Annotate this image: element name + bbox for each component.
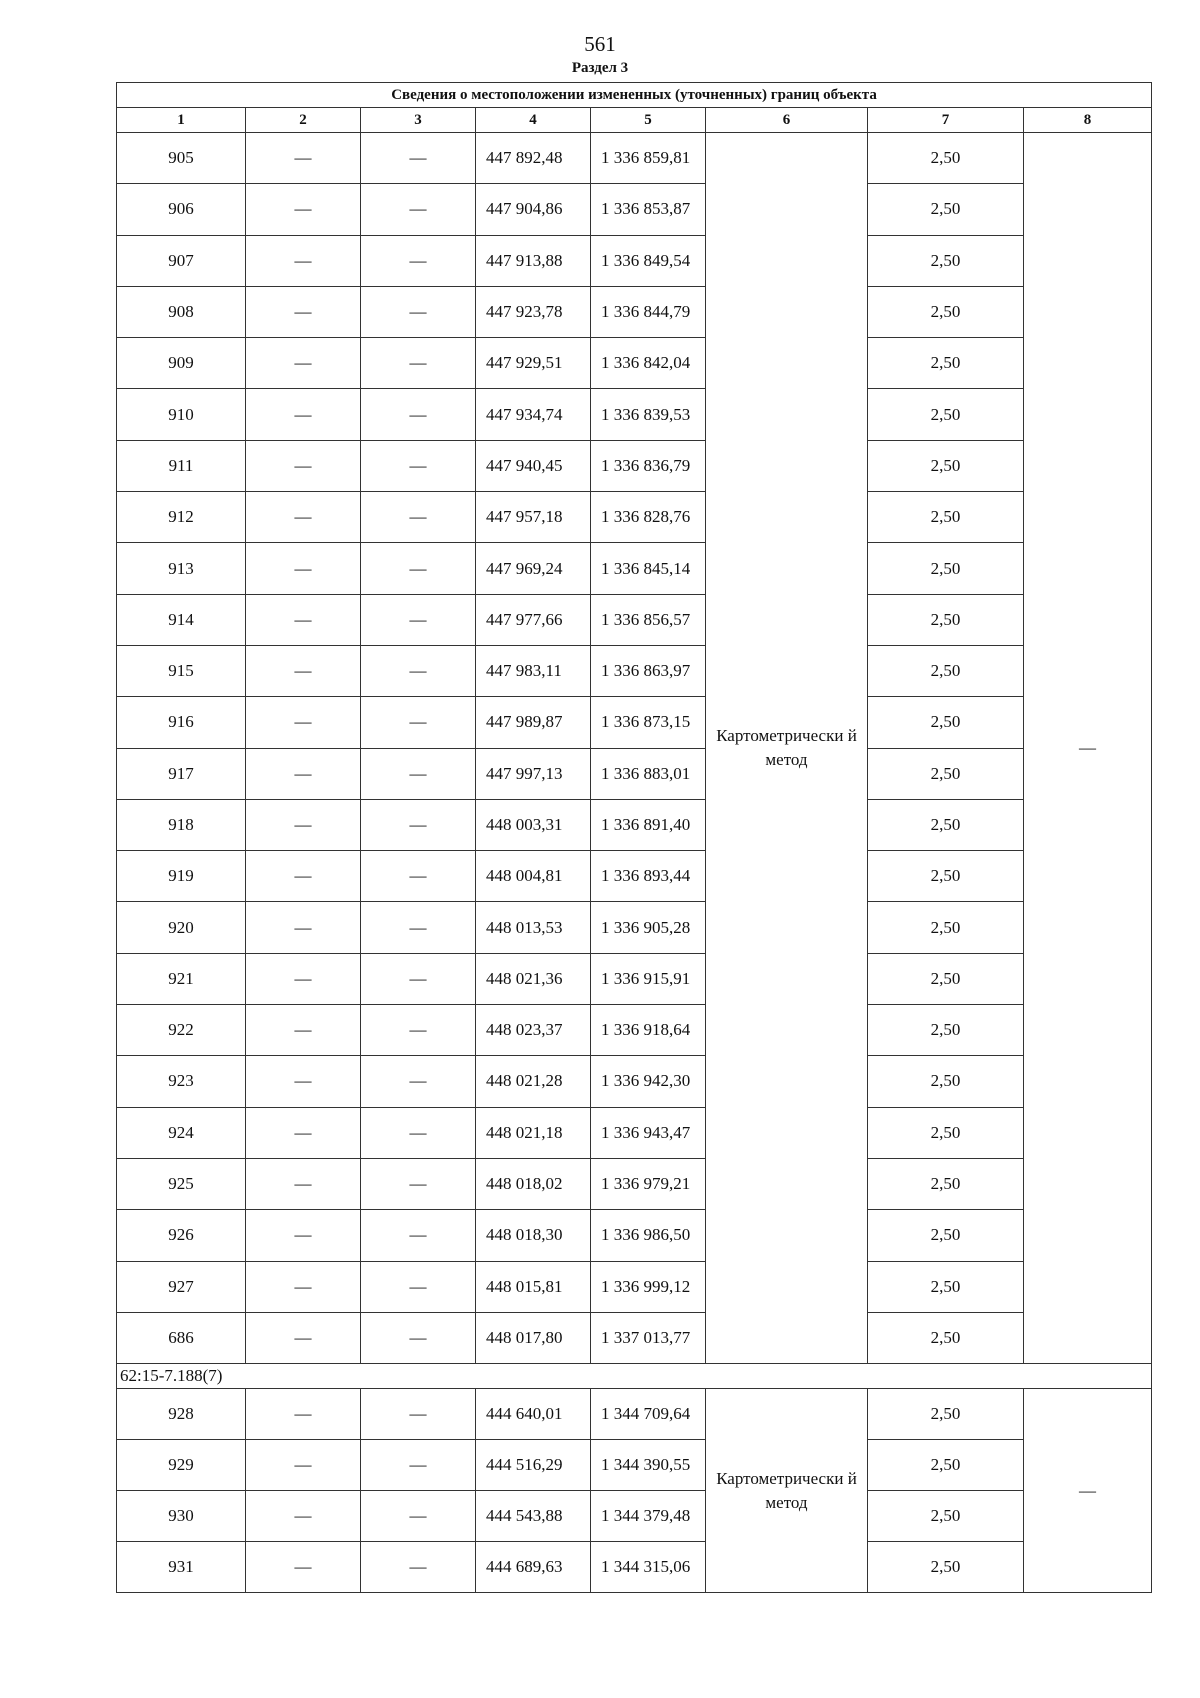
col2-value: — xyxy=(246,1261,361,1312)
col2-value: — xyxy=(246,851,361,902)
x-coordinate: 447 969,24 xyxy=(476,543,591,594)
precision-value: 2,50 xyxy=(868,338,1024,389)
col2-value: — xyxy=(246,1056,361,1107)
col3-value: — xyxy=(361,286,476,337)
col2-value: — xyxy=(246,1389,361,1440)
col8-value: — xyxy=(1024,1389,1152,1593)
section-title: Раздел 3 xyxy=(571,60,629,76)
point-id: 909 xyxy=(117,338,246,389)
precision-value: 2,50 xyxy=(868,1107,1024,1158)
x-coordinate: 447 904,86 xyxy=(476,184,591,235)
y-coordinate: 1 336 883,01 xyxy=(591,748,706,799)
y-coordinate: 1 336 942,30 xyxy=(591,1056,706,1107)
x-coordinate: 448 015,81 xyxy=(476,1261,591,1312)
table-row xyxy=(117,1389,1152,1440)
y-coordinate: 1 344 709,64 xyxy=(591,1389,706,1440)
col2-value: — xyxy=(246,1440,361,1491)
column-number: 7 xyxy=(868,108,1024,133)
column-number: 5 xyxy=(591,108,706,133)
column-numbers-row xyxy=(117,108,1152,133)
x-coordinate: 448 003,31 xyxy=(476,799,591,850)
table-row xyxy=(117,235,1152,286)
precision-value: 2,50 xyxy=(868,1056,1024,1107)
point-id: 907 xyxy=(117,235,246,286)
x-coordinate: 447 913,88 xyxy=(476,235,591,286)
column-number: 4 xyxy=(476,108,591,133)
subheader-row xyxy=(117,1364,1152,1389)
col3-value: — xyxy=(361,133,476,184)
precision-value: 2,50 xyxy=(868,1158,1024,1209)
col2-value: — xyxy=(246,697,361,748)
point-id: 931 xyxy=(117,1542,246,1593)
y-coordinate: 1 336 845,14 xyxy=(591,543,706,594)
col3-value: — xyxy=(361,1261,476,1312)
x-coordinate: 447 923,78 xyxy=(476,286,591,337)
table-row xyxy=(117,902,1152,953)
col3-value: — xyxy=(361,645,476,696)
y-coordinate: 1 336 943,47 xyxy=(591,1107,706,1158)
method-cell: Картометрически й метод xyxy=(706,133,868,1364)
x-coordinate: 444 640,01 xyxy=(476,1389,591,1440)
x-coordinate: 448 018,30 xyxy=(476,1210,591,1261)
y-coordinate: 1 336 842,04 xyxy=(591,338,706,389)
col2-value: — xyxy=(246,1491,361,1542)
y-coordinate: 1 336 999,12 xyxy=(591,1261,706,1312)
col2-value: — xyxy=(246,235,361,286)
x-coordinate: 448 018,02 xyxy=(476,1158,591,1209)
table-row xyxy=(117,389,1152,440)
table-row xyxy=(117,697,1152,748)
col2-value: — xyxy=(246,1005,361,1056)
precision-value: 2,50 xyxy=(868,1389,1024,1440)
col3-value: — xyxy=(361,1056,476,1107)
col2-value: — xyxy=(246,645,361,696)
precision-value: 2,50 xyxy=(868,286,1024,337)
y-coordinate: 1 336 839,53 xyxy=(591,389,706,440)
col3-value: — xyxy=(361,440,476,491)
col3-value: — xyxy=(361,1107,476,1158)
point-id: 908 xyxy=(117,286,246,337)
col2-value: — xyxy=(246,492,361,543)
x-coordinate: 444 543,88 xyxy=(476,1491,591,1542)
table-row xyxy=(117,1158,1152,1209)
x-coordinate: 447 989,87 xyxy=(476,697,591,748)
y-coordinate: 1 336 844,79 xyxy=(591,286,706,337)
col2-value: — xyxy=(246,1107,361,1158)
y-coordinate: 1 336 915,91 xyxy=(591,953,706,1004)
y-coordinate: 1 336 986,50 xyxy=(591,1210,706,1261)
col2-value: — xyxy=(246,286,361,337)
column-number: 3 xyxy=(361,108,476,133)
x-coordinate: 448 004,81 xyxy=(476,851,591,902)
col2-value: — xyxy=(246,1210,361,1261)
x-coordinate: 447 940,45 xyxy=(476,440,591,491)
table-row xyxy=(117,1542,1152,1593)
point-id: 930 xyxy=(117,1491,246,1542)
y-coordinate: 1 336 891,40 xyxy=(591,799,706,850)
point-id: 912 xyxy=(117,492,246,543)
col2-value: — xyxy=(246,1542,361,1593)
point-id: 917 xyxy=(117,748,246,799)
precision-value: 2,50 xyxy=(868,748,1024,799)
point-id: 921 xyxy=(117,953,246,1004)
x-coordinate: 447 934,74 xyxy=(476,389,591,440)
table-row xyxy=(117,1005,1152,1056)
y-coordinate: 1 336 873,15 xyxy=(591,697,706,748)
column-number: 8 xyxy=(1024,108,1152,133)
col3-value: — xyxy=(361,1312,476,1363)
point-id: 928 xyxy=(117,1389,246,1440)
y-coordinate: 1 336 979,21 xyxy=(591,1158,706,1209)
point-id: 910 xyxy=(117,389,246,440)
y-coordinate: 1 336 859,81 xyxy=(591,133,706,184)
col2-value: — xyxy=(246,594,361,645)
point-id: 927 xyxy=(117,1261,246,1312)
table-row xyxy=(117,594,1152,645)
col2-value: — xyxy=(246,184,361,235)
x-coordinate: 444 689,63 xyxy=(476,1542,591,1593)
y-coordinate: 1 336 893,44 xyxy=(591,851,706,902)
column-number: 2 xyxy=(246,108,361,133)
col2-value: — xyxy=(246,748,361,799)
x-coordinate: 448 017,80 xyxy=(476,1312,591,1363)
col3-value: — xyxy=(361,1542,476,1593)
col2-value: — xyxy=(246,799,361,850)
col3-value: — xyxy=(361,697,476,748)
col3-value: — xyxy=(361,594,476,645)
table-row xyxy=(117,543,1152,594)
precision-value: 2,50 xyxy=(868,697,1024,748)
precision-value: 2,50 xyxy=(868,594,1024,645)
precision-value: 2,50 xyxy=(868,492,1024,543)
table-row xyxy=(117,1440,1152,1491)
col3-value: — xyxy=(361,799,476,850)
table-row xyxy=(117,953,1152,1004)
point-id: 926 xyxy=(117,1210,246,1261)
table-row xyxy=(117,1312,1152,1363)
table-row xyxy=(117,184,1152,235)
precision-value: 2,50 xyxy=(868,799,1024,850)
col3-value: — xyxy=(361,1389,476,1440)
table-row xyxy=(117,1210,1152,1261)
col3-value: — xyxy=(361,389,476,440)
table-row xyxy=(117,748,1152,799)
col2-value: — xyxy=(246,543,361,594)
table-caption: Сведения о местоположении измененных (уточненных) границ объекта xyxy=(117,83,1152,108)
col3-value: — xyxy=(361,1005,476,1056)
precision-value: 2,50 xyxy=(868,1261,1024,1312)
precision-value: 2,50 xyxy=(868,184,1024,235)
x-coordinate: 448 013,53 xyxy=(476,902,591,953)
point-id: 922 xyxy=(117,1005,246,1056)
precision-value: 2,50 xyxy=(868,235,1024,286)
col3-value: — xyxy=(361,953,476,1004)
x-coordinate: 447 997,13 xyxy=(476,748,591,799)
y-coordinate: 1 336 863,97 xyxy=(591,645,706,696)
x-coordinate: 448 021,28 xyxy=(476,1056,591,1107)
table-row xyxy=(117,1261,1152,1312)
point-id: 916 xyxy=(117,697,246,748)
table-row xyxy=(117,1491,1152,1542)
col3-value: — xyxy=(361,1491,476,1542)
col3-value: — xyxy=(361,851,476,902)
col2-value: — xyxy=(246,133,361,184)
x-coordinate: 447 977,66 xyxy=(476,594,591,645)
x-coordinate: 447 892,48 xyxy=(476,133,591,184)
col2-value: — xyxy=(246,1158,361,1209)
table-row xyxy=(117,133,1152,184)
precision-value: 2,50 xyxy=(868,133,1024,184)
col2-value: — xyxy=(246,389,361,440)
parcel-subheader: 62:15-7.188(7) xyxy=(117,1364,1152,1389)
point-id: 914 xyxy=(117,594,246,645)
y-coordinate: 1 337 013,77 xyxy=(591,1312,706,1363)
precision-value: 2,50 xyxy=(868,851,1024,902)
y-coordinate: 1 336 856,57 xyxy=(591,594,706,645)
point-id: 911 xyxy=(117,440,246,491)
page-number: 561 xyxy=(584,32,616,56)
col3-value: — xyxy=(361,1210,476,1261)
point-id: 913 xyxy=(117,543,246,594)
point-id: 915 xyxy=(117,645,246,696)
col3-value: — xyxy=(361,902,476,953)
precision-value: 2,50 xyxy=(868,440,1024,491)
point-id: 918 xyxy=(117,799,246,850)
point-id: 929 xyxy=(117,1440,246,1491)
table-row xyxy=(117,286,1152,337)
col3-value: — xyxy=(361,748,476,799)
table-row xyxy=(117,492,1152,543)
col3-value: — xyxy=(361,184,476,235)
precision-value: 2,50 xyxy=(868,1491,1024,1542)
col3-value: — xyxy=(361,492,476,543)
x-coordinate: 448 021,18 xyxy=(476,1107,591,1158)
point-id: 924 xyxy=(117,1107,246,1158)
column-number: 1 xyxy=(117,108,246,133)
precision-value: 2,50 xyxy=(868,645,1024,696)
y-coordinate: 1 344 315,06 xyxy=(591,1542,706,1593)
point-id: 686 xyxy=(117,1312,246,1363)
point-id: 905 xyxy=(117,133,246,184)
table-row xyxy=(117,440,1152,491)
precision-value: 2,50 xyxy=(868,1542,1024,1593)
y-coordinate: 1 336 836,79 xyxy=(591,440,706,491)
precision-value: 2,50 xyxy=(868,1210,1024,1261)
precision-value: 2,50 xyxy=(868,543,1024,594)
precision-value: 2,50 xyxy=(868,1312,1024,1363)
table-row xyxy=(117,1107,1152,1158)
precision-value: 2,50 xyxy=(868,389,1024,440)
table-row xyxy=(117,799,1152,850)
table-row xyxy=(117,338,1152,389)
point-id: 925 xyxy=(117,1158,246,1209)
method-cell: Картометрически й метод xyxy=(706,1389,868,1593)
precision-value: 2,50 xyxy=(868,1440,1024,1491)
point-id: 920 xyxy=(117,902,246,953)
col2-value: — xyxy=(246,953,361,1004)
precision-value: 2,50 xyxy=(868,953,1024,1004)
col3-value: — xyxy=(361,338,476,389)
table-row xyxy=(117,645,1152,696)
table-row xyxy=(117,1056,1152,1107)
col8-value: — xyxy=(1024,133,1152,1364)
y-coordinate: 1 344 390,55 xyxy=(591,1440,706,1491)
precision-value: 2,50 xyxy=(868,902,1024,953)
y-coordinate: 1 336 828,76 xyxy=(591,492,706,543)
col3-value: — xyxy=(361,1440,476,1491)
point-id: 906 xyxy=(117,184,246,235)
y-coordinate: 1 336 849,54 xyxy=(591,235,706,286)
x-coordinate: 444 516,29 xyxy=(476,1440,591,1491)
col2-value: — xyxy=(246,440,361,491)
col2-value: — xyxy=(246,902,361,953)
col3-value: — xyxy=(361,235,476,286)
x-coordinate: 448 021,36 xyxy=(476,953,591,1004)
table-row xyxy=(117,851,1152,902)
x-coordinate: 447 957,18 xyxy=(476,492,591,543)
y-coordinate: 1 336 905,28 xyxy=(591,902,706,953)
col3-value: — xyxy=(361,543,476,594)
col3-value: — xyxy=(361,1158,476,1209)
y-coordinate: 1 344 379,48 xyxy=(591,1491,706,1542)
boundary-table xyxy=(116,82,1152,1593)
x-coordinate: 447 983,11 xyxy=(476,645,591,696)
x-coordinate: 447 929,51 xyxy=(476,338,591,389)
col2-value: — xyxy=(246,338,361,389)
y-coordinate: 1 336 918,64 xyxy=(591,1005,706,1056)
precision-value: 2,50 xyxy=(868,1005,1024,1056)
y-coordinate: 1 336 853,87 xyxy=(591,184,706,235)
col2-value: — xyxy=(246,1312,361,1363)
point-id: 919 xyxy=(117,851,246,902)
point-id: 923 xyxy=(117,1056,246,1107)
column-number: 6 xyxy=(706,108,868,133)
x-coordinate: 448 023,37 xyxy=(476,1005,591,1056)
